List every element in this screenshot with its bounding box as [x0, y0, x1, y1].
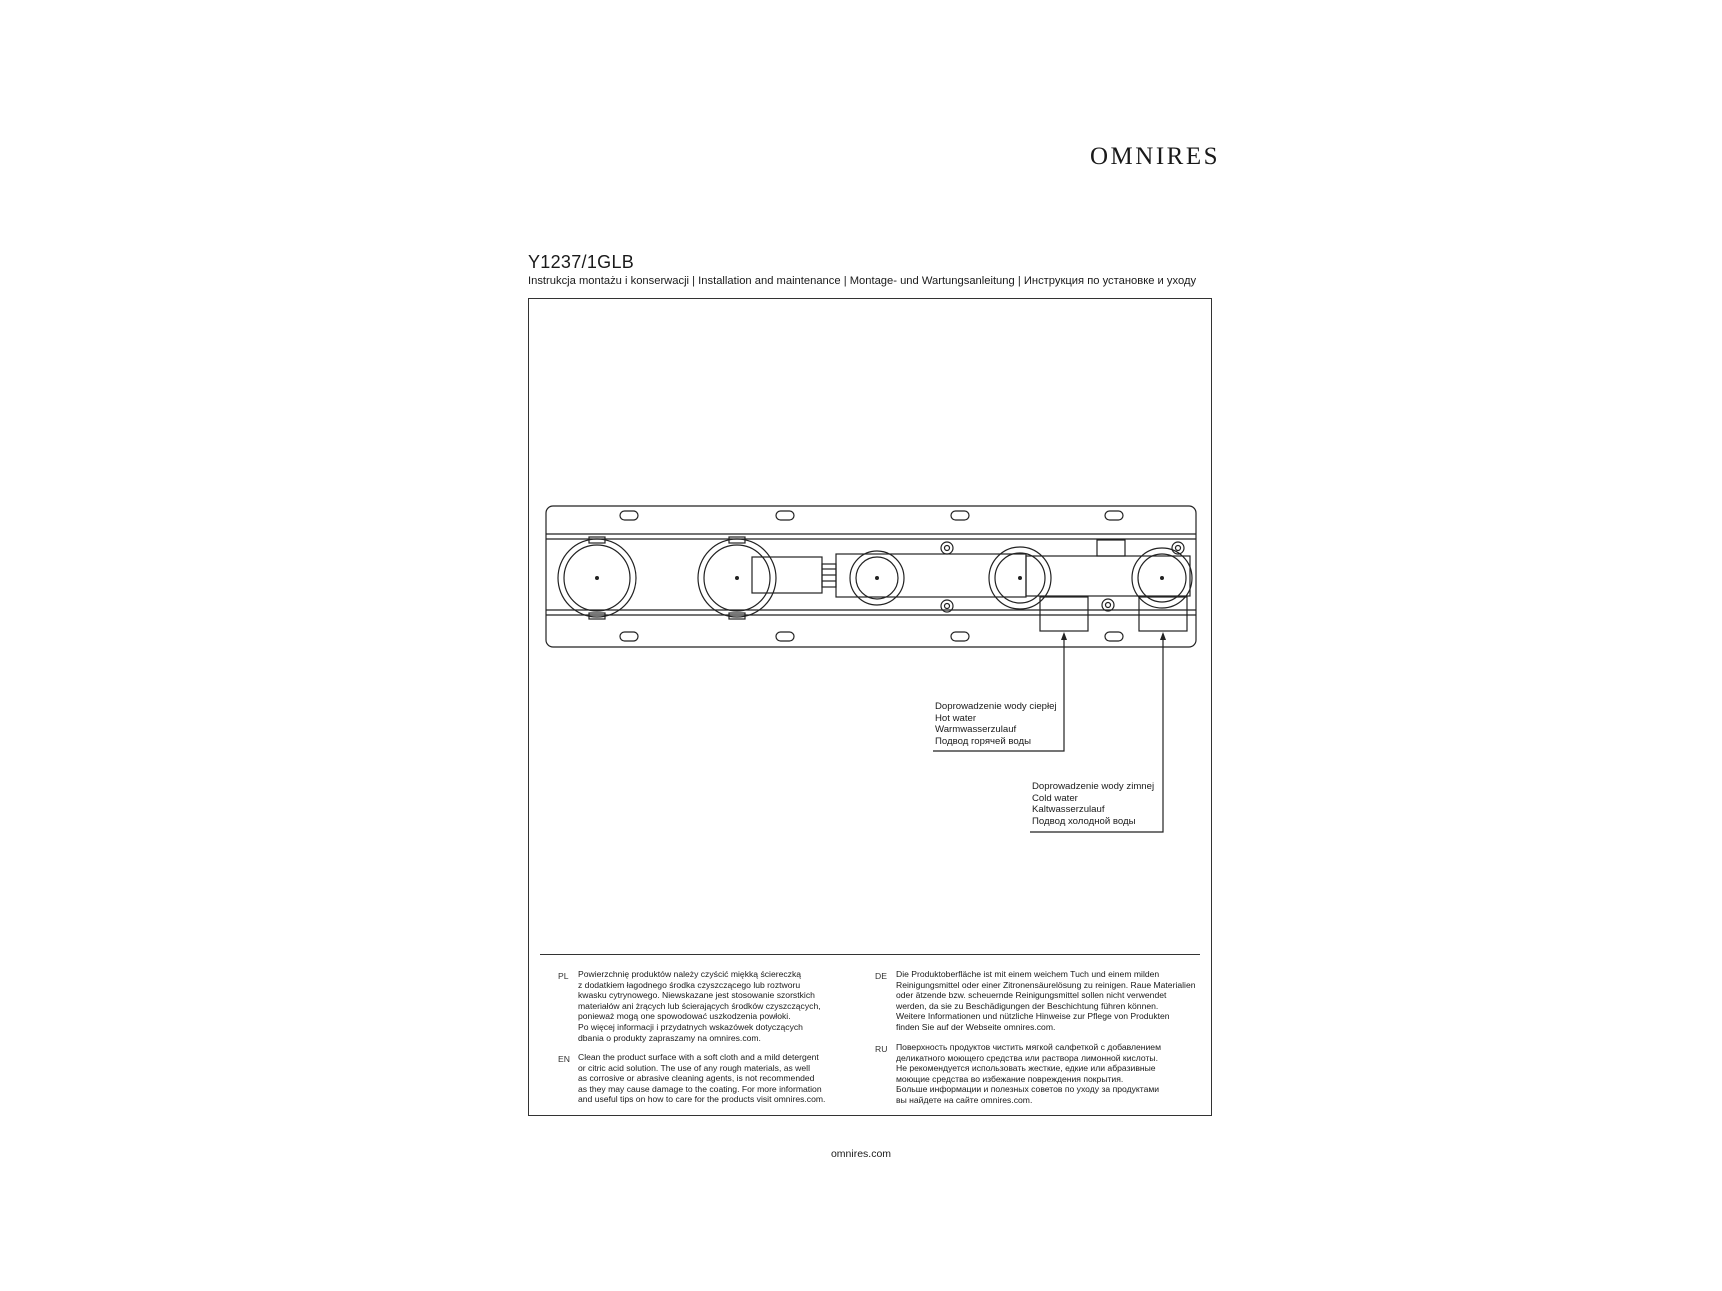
- care-line: Die Produktoberfläche ist mit einem weichem Tuch und einem milden: [896, 969, 1160, 979]
- care-line: Weitere Informationen und nützliche Hinweise zur Pflege von Produkten: [896, 1011, 1170, 1022]
- care-line: kwasku cytrynowego. Niewskazane jest stosowanie szorstkich: [578, 990, 815, 1001]
- callout-line: Doprowadzenie wody ciepłej: [935, 701, 1057, 712]
- care-line: Powierzchnię produktów należy czyścić miękką ściereczką: [578, 969, 802, 979]
- document-subtitle: Instrukcja montażu i konserwacji | Installation and maintenance | Montage- und Wartungsanleitung | Инструкция по установке и уходу: [528, 275, 1197, 287]
- callout-line: Подвод холодной воды: [1032, 815, 1136, 827]
- care-line: Больше информации и полезных советов по уходу за продуктами: [896, 1084, 1160, 1095]
- hot-water-arrow: [1061, 632, 1067, 640]
- mounting-slot: [620, 632, 638, 641]
- care-line: Clean the product surface with a soft cloth and a mild detergent: [578, 1052, 819, 1062]
- mounting-plate-outline: [546, 506, 1196, 647]
- mounting-slot: [1105, 511, 1123, 520]
- care-line: oder ätzende bzw. scheuernde Reinigungsmittel sollen nicht verwendet: [896, 990, 1167, 1001]
- mounting-slot: [776, 632, 794, 641]
- mounting-slot: [951, 632, 969, 641]
- care-line: finden Sie auf der Webseite omnires.com.: [896, 1021, 1056, 1032]
- care-text-de: [896, 969, 1196, 1033]
- cold-water-arrow: [1160, 632, 1166, 640]
- lang-code-en: EN: [558, 1054, 570, 1064]
- care-line: as corrosive or abrasive cleaning agents, is not recommended: [578, 1073, 815, 1084]
- valve-body: [752, 557, 822, 593]
- callout-line: Hot water: [935, 712, 977, 724]
- cold-water-callout: [1032, 781, 1154, 827]
- care-line: вы найдете на сайте omnires.com.: [896, 1094, 1033, 1105]
- callout-line: Cold water: [1032, 792, 1078, 804]
- mounting-slot: [951, 511, 969, 520]
- callout-line: Warmwasserzulauf: [935, 724, 1017, 735]
- hot-water-callout: [935, 701, 1057, 747]
- care-line: Po więcej informacji i przydatnych wskazówek dotyczących: [578, 1021, 803, 1032]
- lang-code-pl: PL: [558, 971, 569, 981]
- bolt: [1102, 599, 1114, 611]
- care-line: моющие средства во избежание повреждения покрытия.: [896, 1073, 1124, 1084]
- lang-code-de: DE: [875, 971, 887, 981]
- care-line: Reinigungsmittel oder einer Zitronensäurelösung zu reinigen. Raue Materialien: [896, 979, 1196, 990]
- callout-line: Подвод горячей воды: [935, 735, 1032, 747]
- mounting-slot: [1105, 632, 1123, 641]
- care-line: and useful tips on how to care for the products visit omnires.com.: [578, 1094, 826, 1105]
- brand-logo: OMNIRES: [1089, 143, 1220, 170]
- care-text-ru: [896, 1042, 1196, 1106]
- care-text-pl: [578, 969, 848, 1043]
- callout-line: Kaltwasserzulauf: [1032, 804, 1105, 815]
- footer-website: omnires.com: [830, 1148, 892, 1160]
- lang-code-ru: RU: [875, 1044, 888, 1054]
- care-line: деликатного моющего средства или раствора лимонной кислоты.: [896, 1052, 1158, 1063]
- care-line: dbania o produkty zapraszamy na omnires.com.: [578, 1032, 761, 1043]
- care-line: or citric acid solution. The use of any rough materials, as well: [578, 1062, 810, 1073]
- care-line: werden, da sie zu Beschädigungen der Beschichtung führen können.: [896, 1000, 1159, 1011]
- hot-water-inlet: [1040, 597, 1088, 631]
- mounting-slot: [620, 511, 638, 520]
- care-line: z dodatkiem łagodnego środka czyszczącego lub roztworu: [578, 979, 801, 990]
- care-divider: [540, 954, 1200, 955]
- model-number: Y1237/1GLB: [528, 252, 635, 272]
- bolt: [941, 542, 953, 554]
- care-line: ponieważ mogą one spowodować uszkodzenia powłoki.: [578, 1011, 791, 1022]
- care-line: materiałów ani żrących lub ścierających środków czyszczących,: [578, 1000, 821, 1011]
- care-line: Поверхность продуктов чистить мягкой салфеткой с добавлением: [896, 1042, 1161, 1052]
- care-line: as they may cause damage to the coating. For more information: [578, 1083, 822, 1094]
- care-text-en: [578, 1052, 848, 1105]
- care-line: Не рекомендуется использовать жесткие, едкие или абразивные: [896, 1063, 1156, 1074]
- callout-line: Doprowadzenie wody zimnej: [1032, 781, 1155, 792]
- mounting-slot: [776, 511, 794, 520]
